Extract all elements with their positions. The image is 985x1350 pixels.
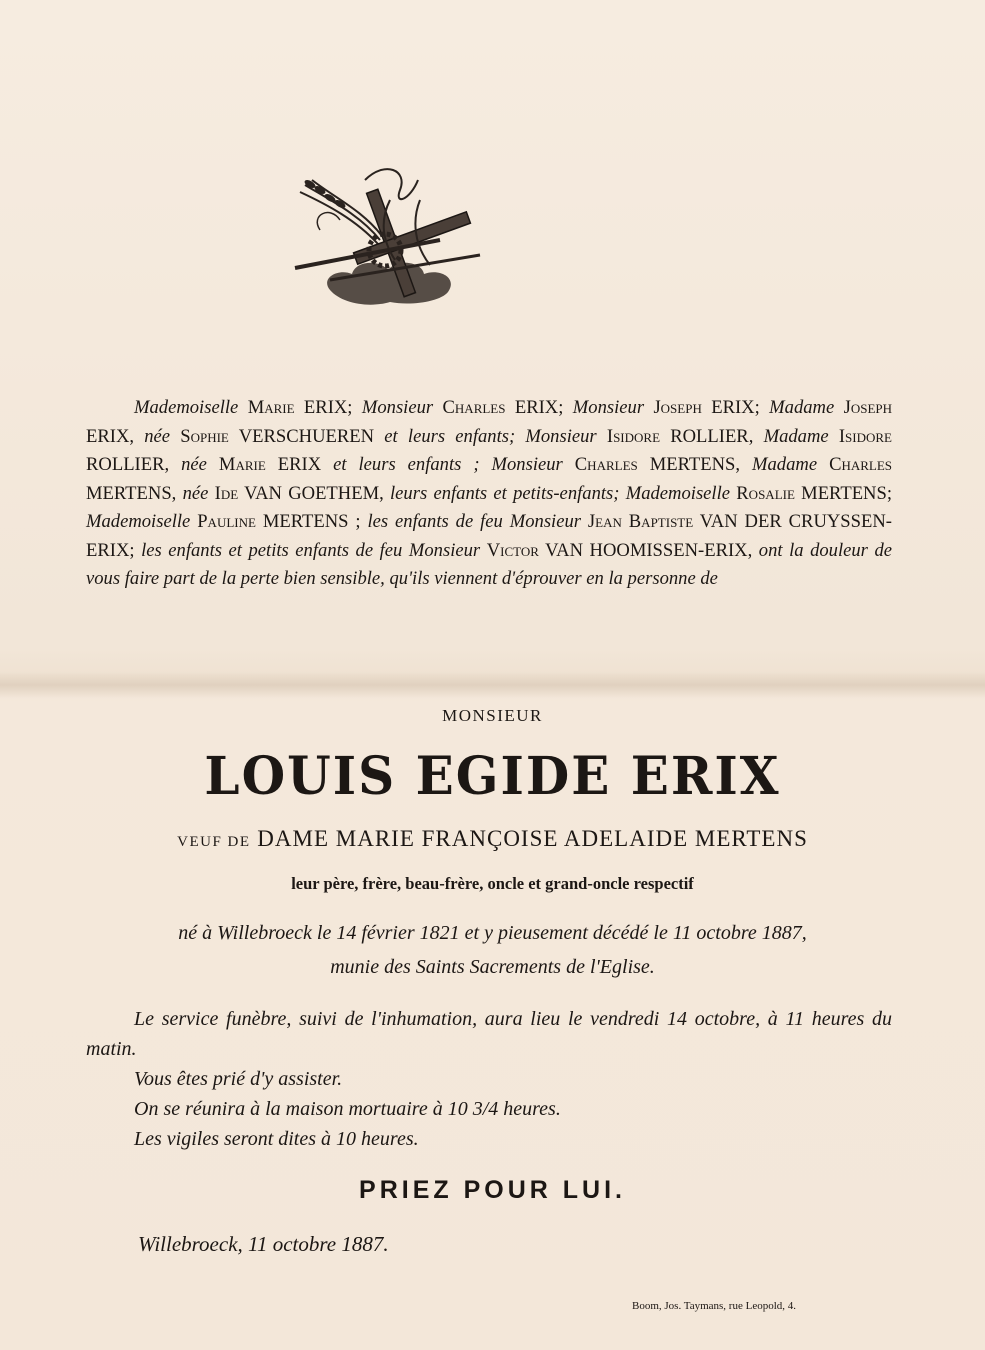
mourners-segment: Joseph [653,397,702,418]
mourners-segment: Ide [214,482,239,504]
mourners-segment: Sophie [180,425,229,447]
paper-fold [0,672,985,698]
place-date: Willebroeck, 11 octobre 1887. [138,1232,389,1256]
invite-line: Vous êtes prié d'y assister. [134,1068,343,1090]
service-block [86,1004,892,1154]
mourners-segment: ERIX; [294,397,362,418]
mourners-segment: Rosalie [736,482,795,504]
deceased-name: LOUIS EGIDE ERIX [204,744,781,807]
mourners-segment: Monsieur [361,397,434,418]
memorial-emblem-icon [290,160,500,320]
widow-line [0,826,985,852]
title-monsieur: MONSIEUR [442,706,543,725]
born-line: né à Willebroeck le 14 février 1821 et y pieusement décédé le 11 octobre 1887, [178,922,807,944]
gather-line: On se réunira à la maison mortuaire à 10 3/4 heures. [134,1098,561,1120]
mourners-segment: VAN GOETHEM, [238,482,391,504]
mourners-segment: Mademoiselle [134,397,239,418]
mourners-segment: Victor [486,539,539,561]
mourners-segment: VAN HOOMISSEN-ERIX, [538,539,759,561]
mourners-paragraph [86,394,892,594]
mourners-segment: ont la douleur de vous faire part de la perte bien sensible, qu'ils viennent d'éprouver en la personne de [86,539,893,589]
sacraments-line: munie des Saints Sacrements de l'Eglise. [330,956,655,978]
mourners-segment [238,397,247,418]
mourners-segment: Charles [442,397,506,418]
mourners-segment [170,426,180,447]
mourners-segment [563,454,575,475]
relation-line: leur père, frère, beau-frère, oncle et grand-oncle respectif [291,874,694,893]
mourners-segment: Madame [763,425,829,447]
mourners-segment: Isidore [838,425,892,447]
mourners-segment: ROLLIER, [660,425,764,447]
mourners-segment: et leurs enfants ; Monsieur [333,454,563,475]
widow-name: DAME MARIE FRANÇOISE ADELAIDE MERTENS [257,826,808,851]
mourners-segment: Marie [247,397,295,418]
mourners-segment: Joseph [843,397,893,418]
mourners-segment: Monsieur [572,397,645,418]
mourners-segment: les enfants de feu Monsieur [367,511,582,532]
mourners-segment: Mademoiselle [86,511,191,532]
mourners-segment: MERTENS, [86,482,183,504]
mourners-segment: MERTENS; [794,482,892,504]
mourners-segment [817,454,829,475]
mourners-segment: MERTENS ; [255,511,368,532]
mourners-segment: MERTENS, [637,454,753,475]
mourners-segment [581,511,588,532]
mourners-segment: ROLLIER, [86,454,182,475]
mourners-segment: ERIX; [701,397,770,418]
mourners-segment [834,397,843,418]
mourners-segment: les enfants et petits enfants de feu Monsieur [141,539,481,561]
mourners-text [86,394,892,594]
mourners-segment: Charles [574,454,638,475]
mourners-segment: Marie [218,454,266,475]
mourners-segment: Madame [769,397,835,418]
mourners-segment: née [144,425,171,447]
vigil-line: Les vigiles seront dites à 10 heures. [134,1128,419,1150]
mourners-segment: ERIX [265,454,334,475]
mourners-segment: Jean Baptiste [587,511,694,532]
widow-prefix: VEUF DE [177,834,251,850]
mourners-segment: ERIX; [505,397,573,418]
mourners-segment: et leurs enfants; Monsieur [384,425,597,447]
mourners-segment: Madame [752,454,818,475]
service-line: Le service funèbre, suivi de l'inhumation, aura lieu le vendredi 14 octobre, à 11 heures du matin. [86,1008,892,1060]
mourners-segment: Isidore [606,425,661,447]
mourners-segment: VERSCHUEREN [228,425,385,447]
mourners-segment: née [182,482,209,504]
mourners-segment [433,397,442,418]
mourners-segment: leurs enfants et petits-enfants; Mademoiselle [390,482,731,504]
mourners-segment: Pauline [197,511,256,532]
mourners-segment [829,426,839,447]
mourners-segment: née [181,454,207,475]
mourners-segment [597,426,607,447]
mourners-segment: ERIX, [86,425,145,447]
mourners-segment: Charles [829,454,893,475]
mourners-segment [207,454,219,475]
printer-credit: Boom, Jos. Taymans, rue Leopold, 4. [632,1300,797,1312]
mourners-segment: VAN DER CRUYSSEN-ERIX; [86,511,892,561]
prayer-line: PRIEZ POUR LUI. [359,1176,626,1204]
